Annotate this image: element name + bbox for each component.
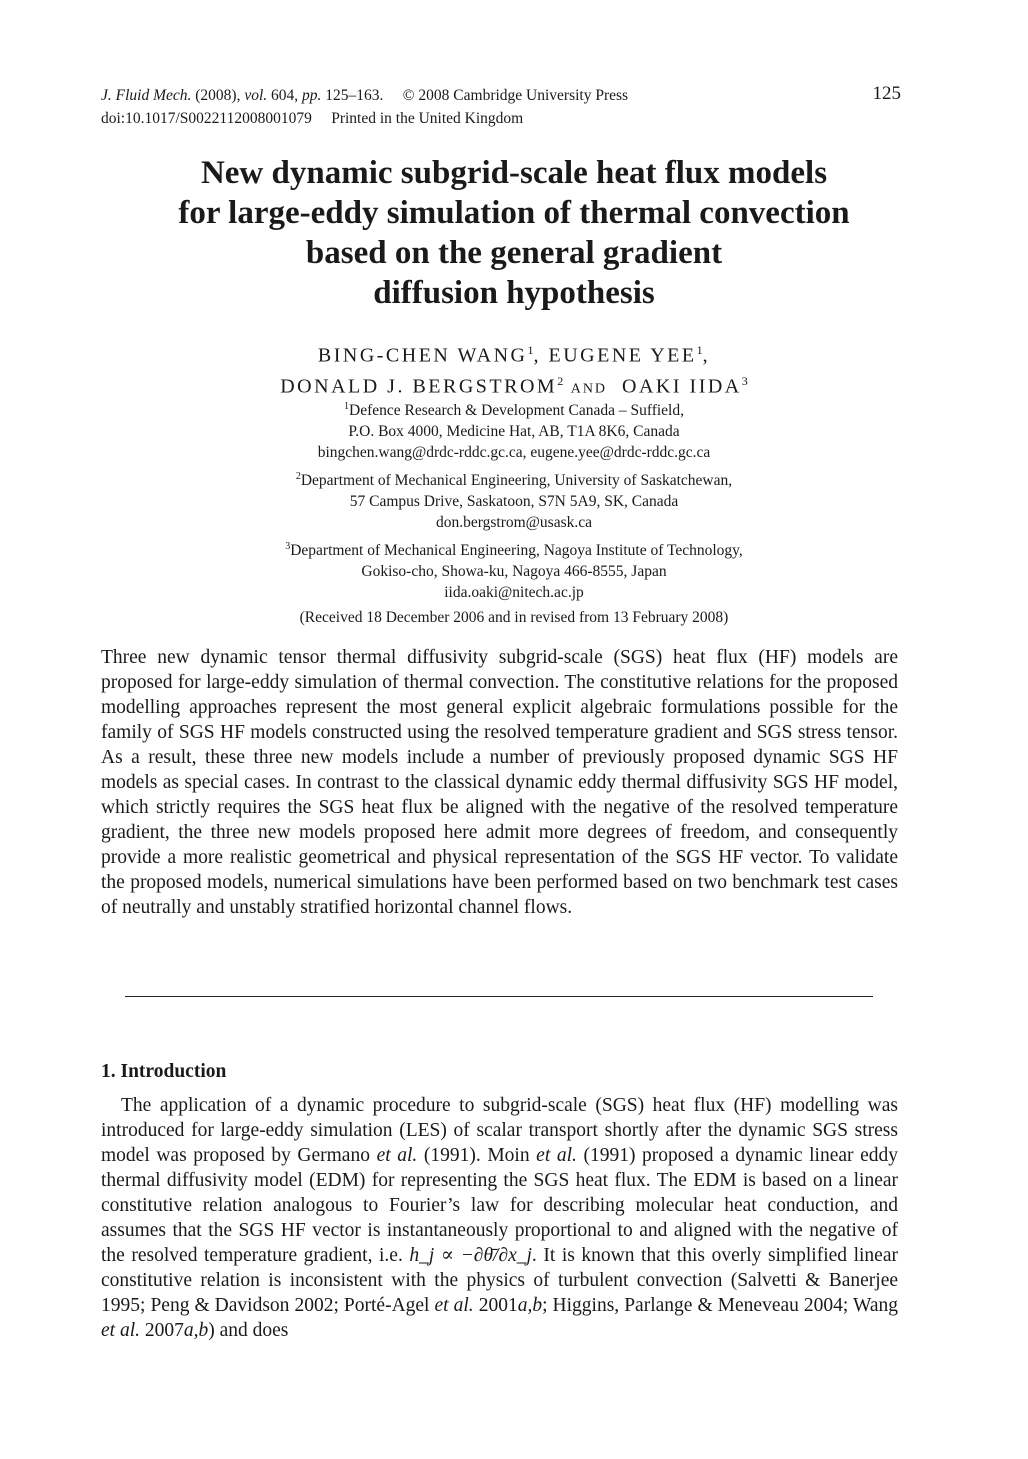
intro-text: ; Higgins, Parlange & Meneveau 2004; Wang xyxy=(542,1295,899,1316)
title-line: for large-eddy simulation of thermal convection xyxy=(178,195,850,231)
intro-text: 2001 xyxy=(473,1295,518,1316)
affiliation-text: Department of Mechanical Engineering, Nagoya Institute of Technology, xyxy=(290,542,743,560)
affiliation-sup: 3 xyxy=(285,541,291,553)
et-al: et al. xyxy=(536,1145,577,1166)
intro-text: . It is known that this overly simplified linear constitutive relation is inconsistent with the physics of turbulent convection (Salvetti & Banerjee 1995; Peng & Davidson 2002; Porté-Agel xyxy=(101,1245,898,1316)
affiliation-line xyxy=(60,466,968,491)
inline-equation: h_j ∝ −∂θ̄/∂x_j xyxy=(409,1245,532,1266)
affiliation-line xyxy=(60,396,968,421)
affiliation-email: don.bergstrom@usask.ca xyxy=(435,514,593,532)
abstract: Three new dynamic tensor thermal diffusivity subgrid-scale (SGS) heat flux (HF) models are proposed for large-eddy simulation of thermal convection. The constitutive relations for the proposed modelling approaches represent the most general explicit algebraic formulations possible for the family of SGS HF models constructed using the resolved temperature gradient and SGS stress tensor. As a result, these three new models include a number of previously proposed dynamic SGS HF models as special cases. In contrast to the classical dynamic eddy thermal diffusivity SGS HF model, which strictly requires the SGS heat flux be aligned with the negative of the resolved temperature gradient, the three new models proposed here admit more degrees of freedom, and consequently provide a more realistic geometrical and physical representation of the SGS HF vector. To validate the proposed models, numerical simulations have been performed based on two benchmark test cases of neutrally and unstably stratified horizontal channel flows. xyxy=(101,647,898,918)
page-range: 125–163. xyxy=(325,87,384,104)
journal-header xyxy=(101,84,901,130)
doi: doi:10.1017/S0022112008001079 xyxy=(101,110,312,127)
affiliation-line: Gokiso-cho, Showa-ku, Nagoya 466-8555, Japan xyxy=(361,563,667,581)
title-line: based on the general gradient xyxy=(305,235,723,271)
citation-line xyxy=(101,84,901,107)
journal-year: (2008), xyxy=(195,87,241,104)
printed-in: Printed in the United Kingdom xyxy=(331,110,524,127)
intro-text: (1991). Moin xyxy=(417,1145,537,1166)
introduction-paragraph xyxy=(101,1093,898,1343)
author-affil-sup: 2 xyxy=(557,373,564,388)
affiliations xyxy=(60,396,968,606)
author-list xyxy=(60,338,968,401)
received-dates: (Received 18 December 2006 and in revised from 13 February 2008) xyxy=(299,609,729,626)
affiliation-2 xyxy=(60,466,968,533)
author-affil-sup: 1 xyxy=(527,343,534,357)
affiliation-line: P.O. Box 4000, Medicine Hat, AB, T1A 8K6, Canada xyxy=(348,423,680,441)
citation-suffix: a,b xyxy=(183,1320,209,1341)
author-name: EUGENE YEE xyxy=(548,344,697,367)
doi-line xyxy=(101,107,901,130)
affiliation-text: Defence Research & Development Canada – Suffield, xyxy=(349,402,684,420)
affiliation-email: bingchen.wang@drdc-rddc.gc.ca, eugene.yee@drdc-rddc.gc.ca xyxy=(317,444,711,462)
affiliation-sup: 2 xyxy=(295,471,301,483)
intro-text: (1991) proposed a dynamic linear eddy thermal diffusivity model (EDM) for representing the SGS heat flux. The EDM is based on a linear constitutive relation analogous to Fourier’s law for describing molecular heat conduction, and assumes that the SGS HF vector is instantaneously proportional to and aligned with the negative of the resolved temperature gradient, i.e. xyxy=(101,1145,898,1266)
intro-text: The application of a dynamic procedure to subgrid-scale (SGS) heat flux (HF) modelling was introduced for large-eddy simulation (LES) of scalar transport shortly after the dynamic SGS stress model was proposed by Germano xyxy=(101,1095,898,1166)
paper-title xyxy=(60,153,968,313)
pp-label: pp. xyxy=(302,87,322,104)
section-divider xyxy=(125,996,873,997)
author-name: BING-CHEN WANG xyxy=(317,344,528,367)
affiliation-line: 57 Campus Drive, Saskatoon, S7N 5A9, SK, Canada xyxy=(349,493,679,511)
page-number: 125 xyxy=(872,83,901,104)
affiliation-text: Department of Mechanical Engineering, University of Saskatchewan, xyxy=(300,472,733,490)
vol-number: 604, xyxy=(271,87,299,104)
intro-text: 2007 xyxy=(140,1320,184,1341)
et-al: et al. xyxy=(376,1145,418,1166)
author-name: DONALD J. BERGSTROM xyxy=(280,375,558,398)
affiliation-line xyxy=(60,536,968,561)
author-affil-sup: 3 xyxy=(741,373,748,388)
intro-text: ) and does xyxy=(208,1320,289,1341)
journal-name: J. Fluid Mech. xyxy=(101,87,192,104)
author-and: AND xyxy=(570,381,608,397)
citation-suffix: a,b xyxy=(517,1295,543,1316)
et-al: et al. xyxy=(434,1295,474,1316)
affiliation-3 xyxy=(60,536,968,603)
author-affil-sup: 1 xyxy=(696,343,703,357)
affiliation-1 xyxy=(60,396,968,463)
copyright: © 2008 Cambridge University Press xyxy=(402,87,629,104)
author-line-1: BING-CHEN WANG$^1$, EUGENE YEE$^1$, xyxy=(317,343,711,367)
affiliation-sup: 1 xyxy=(344,401,349,412)
title-line: New dynamic subgrid-scale heat flux models xyxy=(200,155,828,191)
affiliation-email: iida.oaki@nitech.ac.jp xyxy=(444,584,584,602)
section-heading: 1. Introduction xyxy=(101,1061,227,1082)
author-name: OAKI IIDA xyxy=(622,375,742,398)
vol-label: vol. xyxy=(244,87,268,104)
et-al: et al. xyxy=(101,1320,140,1341)
title-line: diffusion hypothesis xyxy=(373,275,655,311)
